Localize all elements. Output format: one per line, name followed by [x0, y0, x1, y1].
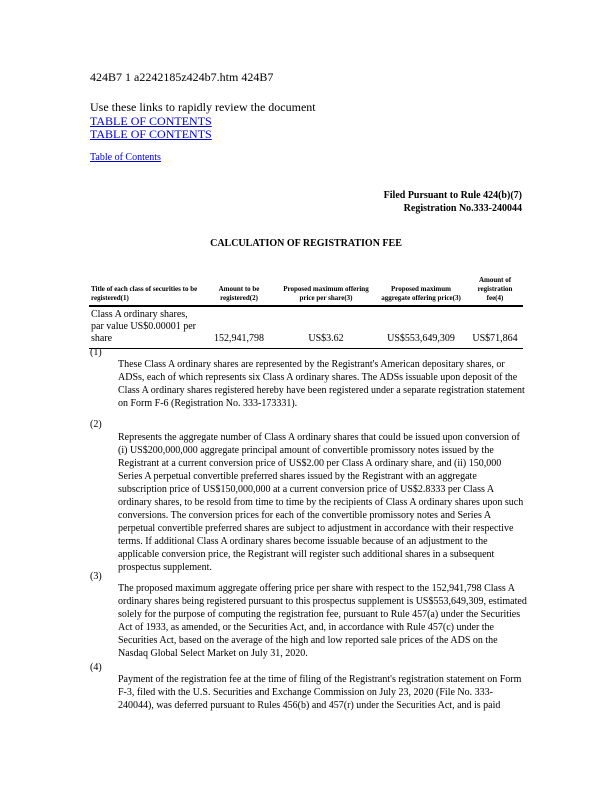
table-header-row	[89, 276, 523, 306]
footnote-3-text: The proposed maximum aggregate offering price per share with respect to the 152,941,798 Class A ordinary shares being registered pursuant to this prospectus supplement is US$553,649,309, estimated solely for the purpose of computing the registration fee, pursuant to Rule 457(a) under the Securities Act of 1933, as amended, or the Securities Act, and, in accordance with Rule 457(c) under the Securities Act, based on the average of the high and low reported sale prices of the ADS on the Nasdaq Global Select Market on July 31, 2020.	[118, 583, 527, 659]
cell-registration-fee: US$71,864	[467, 306, 523, 349]
cell-title-of-class: Class A ordinary shares, par value US$0.00001 per share	[89, 306, 201, 349]
cell-amount: 152,941,798	[201, 306, 277, 349]
header-aggregate-price: Proposed maximum aggregate offering price(3)	[375, 276, 467, 306]
cell-price-per-share: US$3.62	[277, 306, 375, 349]
footnote-3-number: (3)	[90, 571, 102, 582]
links-intro-text: Use these links to rapidly review the document	[90, 100, 316, 114]
footnote-2-text: Represents the aggregate number of Class A ordinary shares that could be issued upon conversion of (i) US$200,000,000 aggregate principal amount of convertible promissory notes issued by the Registrant at a current conversion price of US$2.00 per Class A ordinary share, and (ii) 150,000 Series A perpetual convertible preferred shares issued by the Registrant with an aggregate subscription price of US$150,000,000 at a current conversion price of US$2.8333 per Class A ordinary shares, to be resold from time to time by the recipients of Class A ordinary shares upon such conversions. The conversion prices for each of the convertible promissory notes and Series A perpetual convertible preferred shares are subject to adjustment in accordance with their respective terms. If additional Class A ordinary shares become issuable because of an adjustment to the applicable conversion price, the Registrant will register such additional shares in a subsequent prospectus supplement.	[118, 432, 524, 573]
table-of-contents-link-1[interactable]: TABLE OF CONTENTS	[90, 114, 212, 128]
table-of-contents-link-2[interactable]: TABLE OF CONTENTS	[90, 127, 212, 141]
filing-rule-block	[384, 189, 522, 215]
footnote-1-text: These Class A ordinary shares are represented by the Registrant's American depositary shares, or ADSs, each of which represents six Class A ordinary shares. The ADSs issuable upon deposit of the Class A ordinary shares registered hereby have been registered under a separate registration statement on Form F-6 (Registration No. 333-173331).	[118, 359, 525, 409]
section-title: CALCULATION OF REGISTRATION FEE	[210, 238, 402, 249]
header-title-of-class: Title of each class of securities to be registered(1)	[89, 276, 201, 306]
cell-aggregate-price: US$553,649,309	[375, 306, 467, 349]
filing-header: 424B7 1 a2242185z424b7.htm 424B7	[90, 70, 274, 84]
footnote-2-number: (2)	[90, 419, 102, 430]
header-amount: Amount to be registered(2)	[201, 276, 277, 306]
header-registration-fee: Amount of registration fee(4)	[467, 276, 523, 306]
registration-number: Registration No.333-240044	[403, 203, 522, 214]
header-price-per-share: Proposed maximum offering price per share(3)	[277, 276, 375, 306]
footnote-4-text: Payment of the registration fee at the time of filing of the Registrant's registration statement on Form F-3, filed with the U.S. Securities and Exchange Commission on July 23, 2020 (File No. 333-240044), was deferred pursuant to Rules 456(b) and 457(r) under the Securities Act, and is paid	[118, 674, 522, 711]
footnote-1-number: (1)	[90, 347, 102, 358]
table-of-contents-small-link[interactable]: Table of Contents	[90, 152, 161, 163]
table-row	[89, 306, 523, 349]
footnote-4-number: (4)	[90, 662, 102, 673]
registration-fee-table	[89, 276, 523, 349]
filed-pursuant-rule: Filed Pursuant to Rule 424(b)(7)	[383, 190, 522, 201]
